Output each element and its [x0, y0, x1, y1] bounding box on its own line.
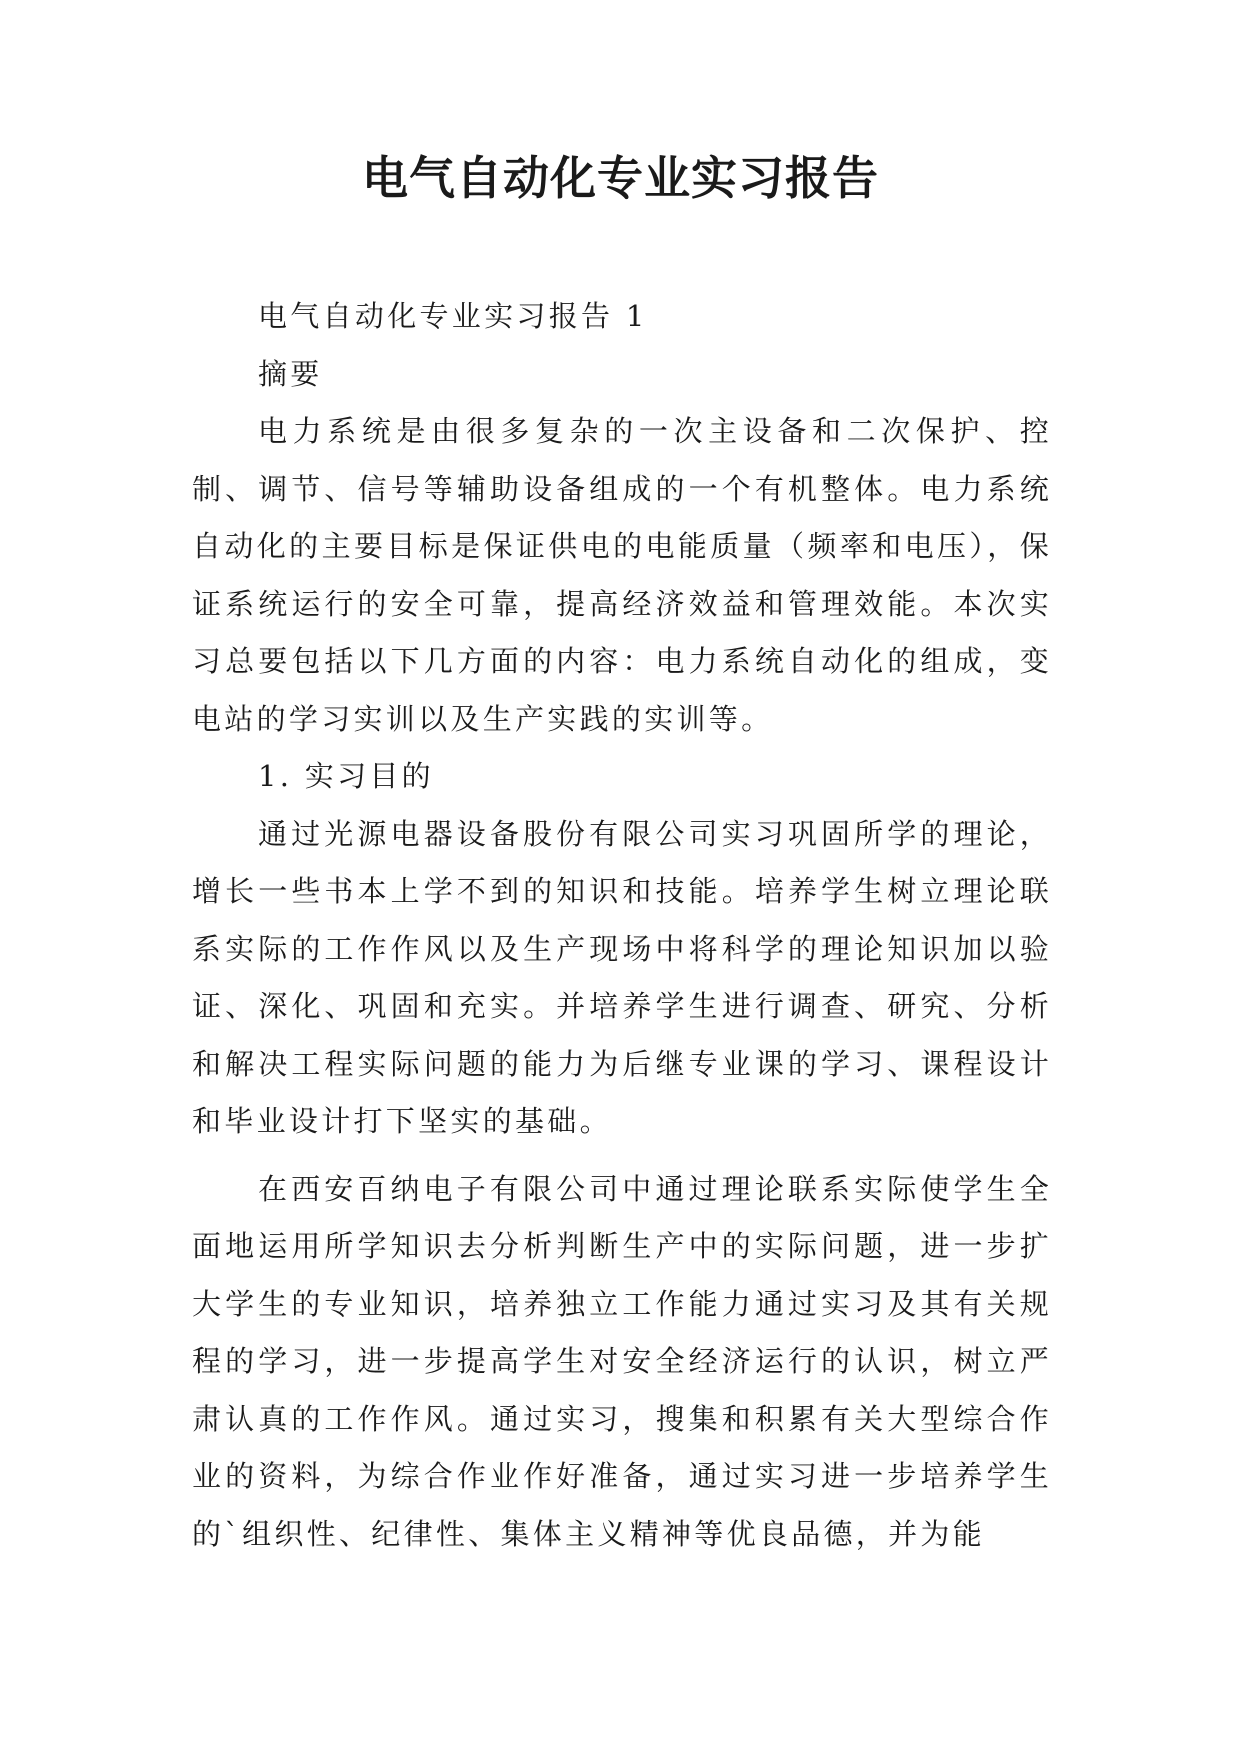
purpose-paragraph-1: 通过光源电器设备股份有限公司实习巩固所学的理论，增长一些书本上学不到的知识和技能。培养学生树立理论联系实际的工作作风以及生产现场中将科学的理论知识加以验证、深化、巩固和充实。并培养学生进行调查、研究、分析和解决工程实际问题的能力为后继专业课的学习、课程设计和毕业设计打下坚实的基础。 — [192, 816, 1052, 1138]
abstract-paragraph: 电力系统是由很多复杂的一次主设备和二次保护、控制、调节、信号等辅助设备组成的一个有机整体。电力系统自动化的主要目标是保证供电的电能质量（频率和电压），保证系统运行的安全可靠，提高经济效益和管理效能。本次实习总要包括以下几方面的内容：电力系统自动化的组成，变电站的学习实训以及生产实践的实训等。 — [192, 414, 1052, 736]
report-subtitle: 电气自动化专业实习报告 1 — [258, 299, 648, 333]
purpose-paragraph-2: 在西安百纳电子有限公司中通过理论联系实际使学生全面地运用所学知识去分析判断生产中的实际问题，进一步扩大学生的专业知识，培养独立工作能力通过实习及其有关规程的学习，进一步提高学生对安全经济运行的认识，树立严肃认真的工作作风。通过实习，搜集和积累有关大型综合作业的资料，为综合作业作好准备，通过实习进一步培养学生的`组织性、纪律性、集体主义精神等优良品德，并为能 — [192, 1171, 1052, 1551]
document-body — [192, 288, 1052, 1563]
section-heading-purpose: 1. 实习目的 — [258, 759, 434, 793]
abstract-heading: 摘要 — [258, 356, 323, 391]
document-title: 电气自动化专业实习报告 — [362, 151, 879, 205]
